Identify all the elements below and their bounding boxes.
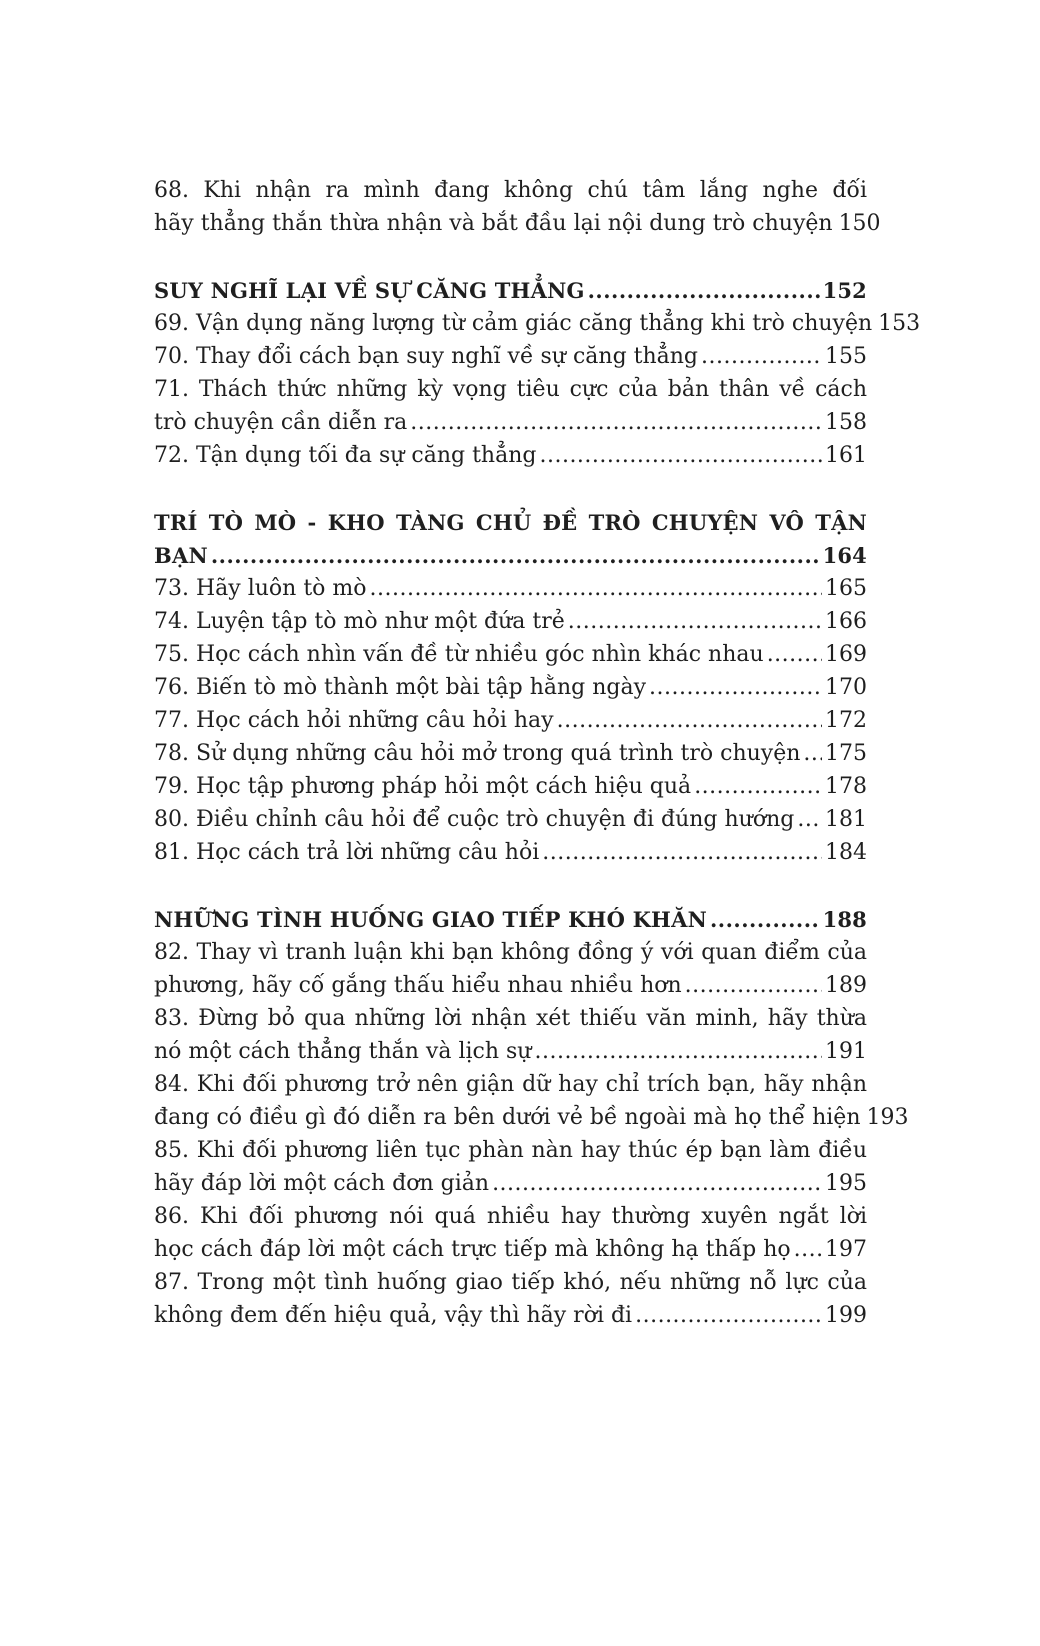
toc-entry: [154, 373, 867, 439]
page-number: 191: [825, 1039, 867, 1064]
toc-entry: [154, 638, 867, 671]
dot-leader: [410, 406, 822, 439]
toc-entry-text: học cách đáp lời một cách trực tiếp mà không hạ thấp họ: [154, 1237, 791, 1262]
page-number: 172: [825, 708, 867, 733]
toc-entry-text: 83. Đừng bỏ qua những lời nhận xét thiếu văn minh, hãy thừa: [154, 1006, 867, 1031]
page-number: 193: [866, 1105, 909, 1130]
dot-leader: [557, 704, 822, 737]
page-number: 153: [878, 311, 921, 336]
toc-entry: [154, 439, 867, 472]
table-of-contents: [154, 174, 921, 1332]
page-number: 164: [822, 543, 867, 568]
dot-leader: [767, 638, 822, 671]
page-number: 189: [825, 973, 867, 998]
toc-entry: [154, 704, 867, 737]
toc-entry: [154, 1266, 867, 1332]
page-number: 152: [822, 278, 867, 303]
page-number: 178: [825, 774, 867, 799]
toc-entry: [154, 737, 867, 770]
toc-entry-text: 69. Vận dụng năng lượng từ cảm giác căng thẳng khi trò chuyện: [154, 311, 873, 336]
toc-entry: [154, 936, 867, 1002]
page-number: 155: [825, 344, 867, 369]
toc-entry-text: 77. Học cách hỏi những câu hỏi hay: [154, 708, 554, 733]
toc-entry-text: 87. Trong một tình huống giao tiếp khó, nếu những nỗ lực của: [154, 1270, 867, 1295]
toc-entry-text: 86. Khi đối phương nói quá nhiều hay thường xuyên ngắt lời: [154, 1204, 867, 1229]
page-number: 170: [825, 675, 867, 700]
dot-leader: [694, 770, 822, 803]
section-title: SUY NGHĨ LẠI VỀ SỰ CĂNG THẲNG: [154, 278, 585, 303]
dot-leader: [635, 1299, 822, 1332]
dot-leader: [685, 969, 822, 1002]
dot-leader: [649, 671, 822, 704]
toc-entry: [154, 671, 867, 704]
toc-entry: [154, 572, 867, 605]
dot-leader: [568, 605, 822, 638]
dot-leader: [701, 340, 822, 373]
page-number: 175: [825, 741, 867, 766]
toc-entry-text: 81. Học cách trả lời những câu hỏi: [154, 840, 540, 865]
page-number: 181: [825, 807, 867, 832]
toc-entry-text: 71. Thách thức những kỳ vọng tiêu cực của bản thân về cách: [154, 377, 867, 402]
toc-entry: [154, 770, 867, 803]
toc-entry: [154, 803, 867, 836]
page-number: 150: [838, 211, 881, 236]
toc-entry-text: 84. Khi đối phương trở nên giận dữ hay chỉ trích bạn, hãy nhận: [154, 1072, 867, 1097]
section-heading: [154, 274, 867, 307]
dot-leader: [803, 737, 822, 770]
toc-entry: [154, 1200, 867, 1266]
section-title: NHỮNG TÌNH HUỐNG GIAO TIẾP KHÓ KHĂN: [154, 907, 707, 932]
toc-entry-text: 85. Khi đối phương liên tục phàn nàn hay thúc ép bạn làm điều: [154, 1138, 867, 1163]
dot-leader: [539, 439, 822, 472]
toc-entry-text: hãy đáp lời một cách đơn giản: [154, 1171, 490, 1196]
page-number: 158: [825, 410, 867, 435]
dot-leader: [534, 1035, 822, 1068]
section-heading: [154, 506, 867, 572]
section-title: BẠN: [154, 543, 208, 568]
page-number: 197: [825, 1237, 867, 1262]
toc-entry-text: 75. Học cách nhìn vấn đề từ nhiều góc nhìn khác nhau: [154, 642, 764, 667]
page-number: 169: [825, 642, 867, 667]
toc-entry-text: 72. Tận dụng tối đa sự căng thẳng: [154, 443, 537, 468]
page-number: 195: [825, 1171, 867, 1196]
toc-entry: [154, 836, 867, 869]
dot-leader: [370, 572, 822, 605]
toc-entry-text: 70. Thay đổi cách bạn suy nghĩ về sự căng thẳng: [154, 344, 699, 369]
toc-entry: [154, 1002, 867, 1068]
toc-entry: [154, 174, 881, 240]
toc-entry-text: 79. Học tập phương pháp hỏi một cách hiệu quả: [154, 774, 692, 799]
toc-entry-text: phương, hãy cố gắng thấu hiểu nhau nhiều hơn: [154, 973, 682, 998]
toc-entry-text: 78. Sử dụng những câu hỏi mở trong quá trình trò chuyện: [154, 741, 801, 766]
page-number: 199: [825, 1303, 867, 1328]
toc-entry-text: 80. Điều chỉnh câu hỏi để cuộc trò chuyện đi đúng hướng: [154, 807, 795, 832]
dot-leader: [794, 1233, 822, 1266]
dot-leader: [211, 539, 820, 572]
section-title: TRÍ TÒ MÒ - KHO TÀNG CHỦ ĐỀ TRÒ CHUYỆN VÔ TẬN: [154, 510, 867, 535]
dot-leader: [588, 274, 820, 307]
toc-entry-text: nó một cách thẳng thắn và lịch sự: [154, 1039, 532, 1064]
page-number: 166: [825, 609, 867, 634]
toc-entry-text: 68. Khi nhận ra mình đang không chú tâm lắng nghe đối: [154, 178, 867, 203]
page-number: 161: [825, 443, 867, 468]
toc-entry-text: 76. Biến tò mò thành một bài tập hằng ngày: [154, 675, 647, 700]
toc-entry-text: 73. Hãy luôn tò mò: [154, 576, 367, 601]
toc-entry-text: 74. Luyện tập tò mò như một đứa trẻ: [154, 609, 565, 634]
toc-entry-text: hãy thẳng thắn thừa nhận và bắt đầu lại nội dung trò chuyện: [154, 211, 833, 236]
dot-leader: [797, 803, 822, 836]
section-heading: [154, 903, 867, 936]
dot-leader: [492, 1167, 822, 1200]
toc-entry: [154, 1068, 909, 1134]
dot-leader: [542, 836, 822, 869]
toc-entry-text: đang có điều gì đó diễn ra bên dưới vẻ bề ngoài mà họ thể hiện: [154, 1105, 861, 1130]
page-number: 165: [825, 576, 867, 601]
toc-entry: [154, 307, 921, 340]
toc-entry-text: không đem đến hiệu quả, vậy thì hãy rời đi: [154, 1303, 633, 1328]
toc-entry: [154, 1134, 867, 1200]
dot-leader: [710, 903, 820, 936]
page-number: 184: [825, 840, 867, 865]
toc-entry-text: trò chuyện cần diễn ra: [154, 410, 408, 435]
page-number: 188: [822, 907, 867, 932]
toc-entry: [154, 340, 867, 373]
toc-entry-text: 82. Thay vì tranh luận khi bạn không đồng ý với quan điểm của: [154, 940, 867, 965]
toc-entry: [154, 605, 867, 638]
